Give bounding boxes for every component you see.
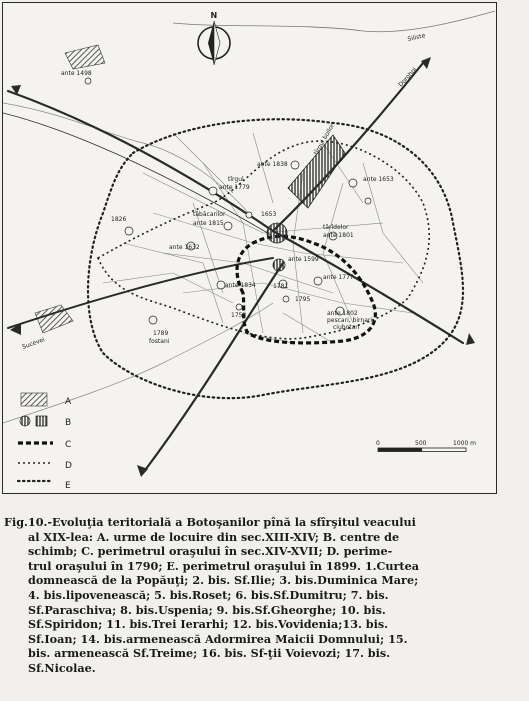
legend-label-d: D — [65, 461, 72, 471]
map-frame — [2, 2, 497, 494]
label-y1753: 1753 — [231, 312, 247, 319]
label-ante-1498: ante 1498 — [61, 70, 92, 77]
scale-tick-1000: 1000 m — [453, 440, 477, 447]
legend-label-a: A — [65, 397, 72, 407]
label-ante-1632: ante 1632 — [169, 244, 200, 251]
label-ante-1838: ante 1838 — [257, 161, 288, 168]
label-y1789: 1789 — [153, 330, 169, 337]
label-ante-1801: ante 1801 — [323, 232, 354, 239]
main-roads — [3, 63, 463, 473]
label-y1781: 1781 — [273, 283, 289, 290]
label-pescari: pescari, birnari — [327, 317, 372, 324]
scale-tick-500: 500 — [415, 440, 427, 447]
label-ante-1777: ante 1777 — [323, 274, 354, 281]
territorial-map — [3, 3, 496, 493]
label-sucevei: Sucevei — [21, 336, 46, 351]
label-siliste: Siliste — [406, 32, 427, 43]
label-y1795: 1795 — [295, 296, 311, 303]
label-y1826: 1826 — [111, 216, 127, 223]
caption-line: Sf.Nicolae. — [28, 660, 96, 675]
label-ante-1815: ante 1815 — [193, 220, 224, 227]
north-arrow-icon — [198, 11, 230, 65]
scale-tick-0: 0 — [376, 440, 380, 447]
legend-label-b: B — [65, 418, 72, 428]
label-dorohoi: Dorohoi — [397, 66, 419, 89]
label-ante-1802: ante 1802 — [327, 310, 358, 317]
north-label: N — [210, 11, 218, 20]
label-y1653b: 1653 — [261, 211, 277, 218]
caption-line: schimb; C. perimetrul oraşului în sec.XIV-XVII; D. perime- — [28, 544, 393, 559]
caption-line: trul oraşului în 1790; E. perimetrul oraşului în 1899. 1.Curtea — [28, 558, 419, 573]
stream-west — [3, 103, 253, 218]
label-taradelor: tărîdelor — [323, 224, 349, 231]
label-ante-1653: ante 1653 — [363, 176, 394, 183]
caption-line: Sf.Paraschiva; 8. bis.Uspenia; 9. bis.Sf.Gheorghe; 10. bis. — [28, 602, 386, 617]
label-tabacarilor: tăbăcarilor — [193, 211, 226, 218]
figure-caption — [4, 515, 509, 676]
label-ante-1599: ante 1599 — [288, 256, 319, 263]
scale-bar — [376, 440, 476, 452]
caption-line: al XIX-lea: A. urme de locuire din sec.XIII-XIV; B. centre de — [28, 529, 400, 544]
label-ante-1834: ante 1834 — [225, 282, 256, 289]
caption-line: 4. bis.lipovenească; 5. bis.Roset; 6. bis.Sf.Dumitru; 7. bis. — [28, 587, 389, 602]
caption-line: Sf.Spiridon; 11. bis.Trei Ierarhi; 12. bis.Vovidenia;13. bis. — [28, 617, 389, 632]
caption-line: Fig.10.-Evoluţia teritorială a Botoşanilor pînă la sfîrşitul veacului — [4, 515, 416, 529]
label-fostani: fostani — [149, 338, 170, 345]
traces-xiii-xiv — [35, 45, 105, 333]
caption-line: bis. armenească Sf.Treime; 16. bis. Sf-ţii Voievozi; 17. bis. — [28, 646, 391, 661]
caption-line: domnească de la Popăuţi; 2. bis. Sf.Ilie; 3. bis.Duminica Mare; — [28, 573, 419, 588]
label-targul-boilor: tîrgul boilor — [312, 122, 336, 156]
legend-label-c: C — [65, 440, 72, 450]
label-ante-1779: ante 1779 — [219, 184, 250, 191]
caption-line: Sf.Ioan; 14. bis.armenească Adormirea Maicii Domnului; 15. — [28, 631, 408, 646]
label-ciubotari: ciubotari — [333, 324, 360, 331]
map-legend — [18, 393, 72, 491]
legend-label-e: E — [65, 481, 71, 491]
label-targul: tîrgul — [228, 176, 244, 183]
